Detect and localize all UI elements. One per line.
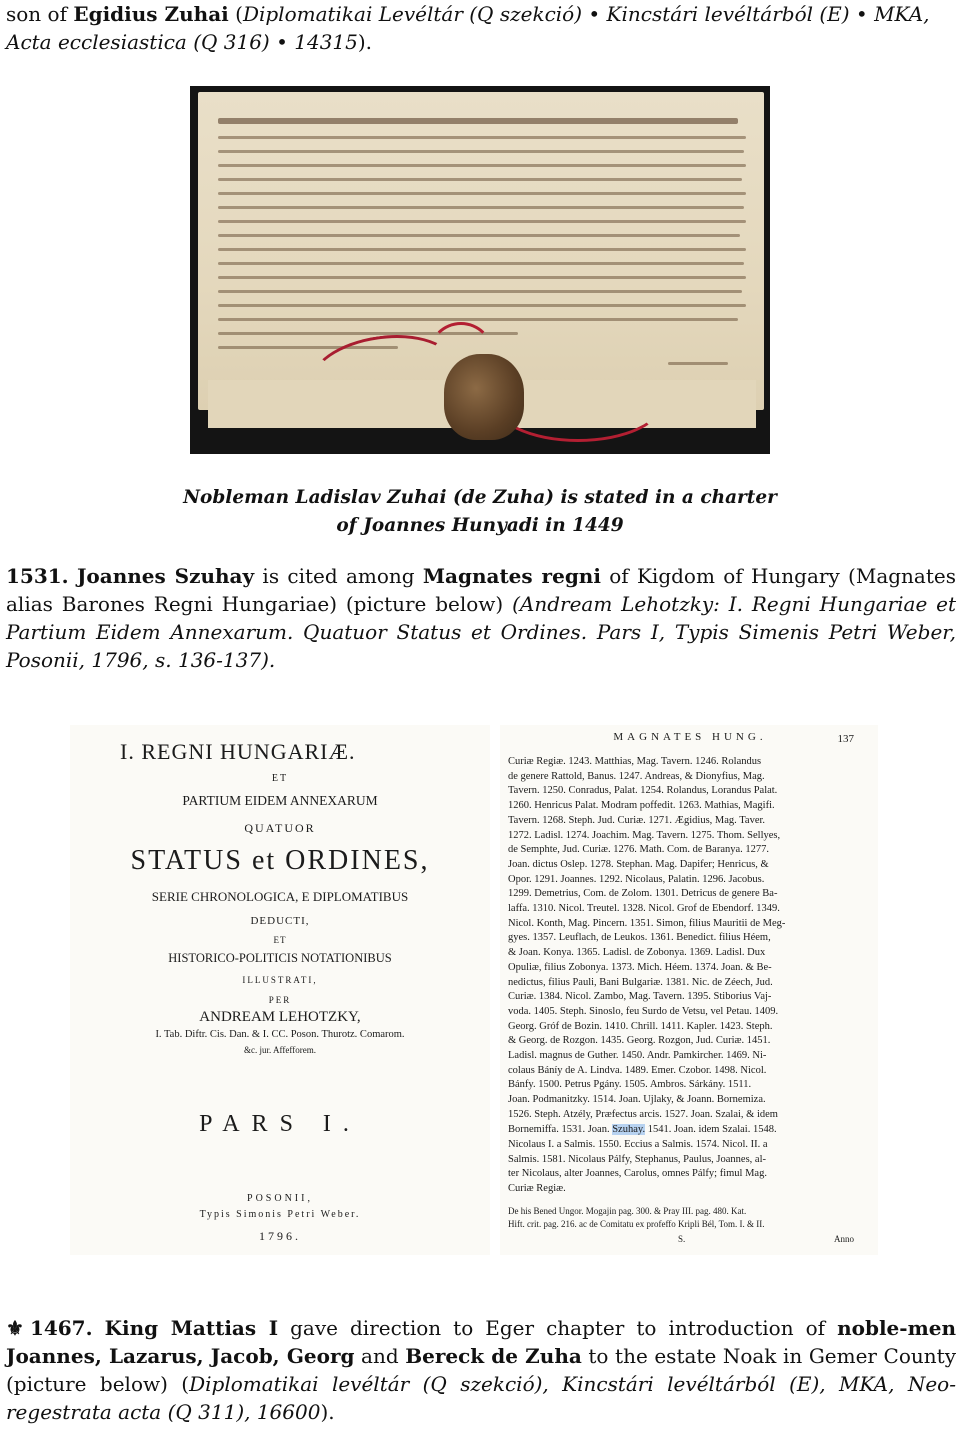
text-line: Salmis. 1581. Nicolaus Pálfy, Stephanus, Paulus, Joannes, al- xyxy=(508,1153,767,1165)
title-line: ILLUSTRATI, xyxy=(242,975,318,985)
citation: Diplomatikai levéltár (Q szekció), Kincstári levéltárból (E), MKA, Neo-regestrata acta (Q 311), 16600 xyxy=(6,1372,956,1424)
nobles-names: noble-men Joannes, Lazarus, Jacob, Georg xyxy=(6,1316,956,1368)
page-header: MAGNATES HUNG. xyxy=(613,731,767,743)
page-number: 137 xyxy=(837,733,854,745)
signature-mark: S. xyxy=(678,1234,686,1244)
catchword: Anno xyxy=(834,1234,854,1244)
paren-close: ). xyxy=(357,30,373,54)
person-name: Joannes Szuhay xyxy=(76,564,255,588)
text-line: Curiæ Regiæ. 1243. Matthias, Mag. Tavern. 1246. Rolandus xyxy=(508,756,762,767)
text-line: Nicol. Konth, Mag. Pincern. 1351. Simon, filius Mauritii de Meg- xyxy=(508,917,786,929)
text-line: de genere Rattold, Banus. 1247. Andreas, & Dionyfius, Mag. xyxy=(508,770,765,782)
term-magnates: Magnates regni xyxy=(422,564,601,588)
caption-line-2: of Joannes Hunyadi in 1449 xyxy=(336,515,624,536)
book-title-page xyxy=(70,725,490,1255)
text-line: ter Nicolaus, alter Joannes, Carolus, omnes Pálfy; fimul Mag. xyxy=(508,1168,767,1180)
title-line: HISTORICO-POLITICIS NOTATIONIBUS xyxy=(168,951,392,965)
footnote-line: De his Bened Ungor. Mogajin pag. 300. & Pray III. pag. 480. Kat. xyxy=(508,1206,747,1216)
charter-photo xyxy=(190,86,770,454)
text-line: Tavern. 1268. Steph. Jud. Curiæ. 1271. Ægidius, Mag. Taver. xyxy=(508,814,766,826)
intro-text: son of xyxy=(6,2,74,26)
text-line: & Joan. Konya. 1365. Ladisl. de Zobonya. 1369. Ladisl. Dux xyxy=(508,947,766,959)
paren-open: ( xyxy=(228,2,243,26)
text-line: laffa. 1310. Nicol. Treutel. 1328. Nicol. Grof de Ebendorf. 1349. xyxy=(508,903,780,914)
text-line: Curiæ Regiæ. xyxy=(508,1183,566,1195)
body-text: to the estate Noak in Gemer County (picture below) ( xyxy=(6,1344,956,1396)
intro-paragraph xyxy=(6,0,956,56)
body-text: of Kigdom of Hungary (Magnates alias Barones Regni Hungariae) (picture below) xyxy=(6,564,956,616)
text-line: Curiæ. 1384. Nicol. Zambo, Mag. Tavern. 1395. Stiborius Vaj- xyxy=(508,991,772,1003)
body-text: is cited among xyxy=(254,564,423,588)
year-1467: 1467. xyxy=(29,1316,93,1340)
title-line: ET xyxy=(271,773,289,784)
text-line: colaus Báníy de A. Lindva. 1489. Emer. Czobor. 1498. Nicol. xyxy=(508,1064,767,1076)
title-line: SERIE CHRONOLOGICA, E DIPLOMATIBUS xyxy=(151,889,409,904)
text-line: Bánfy. 1500. Petrus Pgány. 1505. Ambros. Sárkány. 1511. xyxy=(508,1079,752,1091)
paragraph-1531 xyxy=(6,562,956,674)
body-text: ). xyxy=(320,1400,335,1424)
title-line: PARTIUM EIDEM ANNEXARUM xyxy=(182,793,378,808)
archive-source: Diplomatikai Levéltár (Q szekció) • Kincstári levéltárból (E) • MKA, Acta ecclesiastica (Q 316) • 14315 xyxy=(6,2,930,54)
title-line: ET xyxy=(273,935,287,945)
book-text-page xyxy=(500,725,878,1255)
body-text: and xyxy=(354,1344,406,1368)
text-line: gyes. 1357. Leuflach, de Leukos. 1361. Benedict. filius Héem, xyxy=(508,932,771,944)
text-line: Nicolaus I. a Salmis. 1550. Eccius a Salmis. 1574. Nicol. II. a xyxy=(508,1139,768,1150)
title-line: &c. jur. Affefforem. xyxy=(244,1045,316,1055)
title-line: I. REGNI HUNGARIÆ. xyxy=(120,739,356,764)
text-line: Opor. 1291. Joannes. 1292. Nicolaus, Palatin. 1296. Jacobus. xyxy=(508,873,765,885)
text-line: de Semphte, Jud. Curiæ. 1276. Math. Com. de Baranya. 1277. xyxy=(508,844,770,856)
text-line: Georg. Gróf de Bozin. 1410. Chrill. 1411. Kapler. 1423. Steph. xyxy=(508,1020,773,1032)
text-line: 1299. Demetrius, Com. de Zolom. 1301. Detricus de genere Ba- xyxy=(508,888,778,900)
title-line: PARS I. xyxy=(199,1111,361,1137)
body-text: gave direction to Eger chapter to introduction of xyxy=(278,1316,838,1340)
title-line: Typis Simonis Petri Weber. xyxy=(199,1209,361,1220)
person-name: King Mattias I xyxy=(104,1316,279,1340)
paragraph-1467 xyxy=(6,1314,956,1426)
text-line: 1260. Henricus Palat. Modram poffedit. 1263. Mathias, Magifi. xyxy=(508,800,775,812)
title-line: STATUS et ORDINES, xyxy=(130,845,430,876)
year-1531: 1531. xyxy=(6,564,69,588)
title-line: PER xyxy=(268,995,292,1005)
line-text: 1541. Joan. idem Szalai. 1548. xyxy=(645,1124,777,1135)
charter-caption xyxy=(0,484,960,540)
text-line: nedictus, filius Pauli, Bani Bulgariæ. 1381. Nic. de Zéech, Jud. xyxy=(508,976,773,988)
title-line: 1796. xyxy=(259,1229,301,1243)
title-line: QUATUOR xyxy=(244,821,316,835)
title-line: DEDUCTI, xyxy=(250,915,310,927)
highlight-line xyxy=(508,1123,872,1137)
line-text: Bornemiffa. 1531. Joan. xyxy=(508,1124,613,1135)
wax-seal xyxy=(444,354,524,440)
text-line: Ladisl. magnus de Guther. 1450. Andr. Pamkircher. 1469. Ni- xyxy=(508,1050,767,1061)
text-line: Joan. Podmanitzky. 1514. Joan. Ujlaky, & Joann. Bornemiza. xyxy=(508,1094,766,1106)
text-line: & Georg. de Rozgon. 1435. Georg. Rozgon, Jud. Curiæ. 1451. xyxy=(508,1035,771,1047)
text-line: 1272. Ladisl. 1274. Joachim. Mag. Tavern. 1275. Thom. Sellyes, xyxy=(508,829,781,841)
title-line: I. Tab. Diftr. Cis. Dan. & I. CC. Poson. Thurotz. Comarom. xyxy=(155,1029,405,1040)
text-line: Opuliæ, filius Zobonya. 1373. Mich. Héem. 1374. Joan. & Be- xyxy=(508,961,772,973)
person-name: Egidius Zuhai xyxy=(73,2,229,26)
footnote-line: Hift. crit. pag. 216. ac de Comitatu ex profeffo Kripli Bél, Tom. I. & II. xyxy=(508,1219,765,1229)
bereck-name: Bereck de Zuha xyxy=(405,1344,582,1368)
title-line: ANDREAM LEHOTZKY, xyxy=(199,1009,361,1025)
highlighted-szuhay: Szuhay. xyxy=(612,1124,646,1135)
fleur-de-lis-icon: ⚜ xyxy=(6,1316,24,1340)
text-line: Joan. dictus Oslep. 1278. Stephan. Mag. Dapifer; Henricus, & xyxy=(508,858,769,870)
text-line: Tavern. 1250. Conradus, Palat. 1254. Rolandus, Lorandus Palat. xyxy=(508,785,778,797)
caption-line-1: Nobleman Ladislav Zuhai (de Zuha) is stated in a charter xyxy=(183,487,777,508)
title-line: POSONII, xyxy=(247,1193,313,1204)
text-line: 1526. Steph. Atzély, Præfectus arcis. 1527. Joan. Szalai, & idem xyxy=(508,1108,778,1120)
citation: (Andream Lehotzky: I. Regni Hungariae et Partium Eidem Annexarum. Quatuor Status et Ordines. Pars I, Typis Simenis Petri Weber, Posonii, 1796, s. 136-137). xyxy=(6,592,956,672)
text-line: voda. 1405. Steph. Sinoslo, feu Surdo de Vetsu, vel Petau. 1409. xyxy=(508,1005,779,1017)
